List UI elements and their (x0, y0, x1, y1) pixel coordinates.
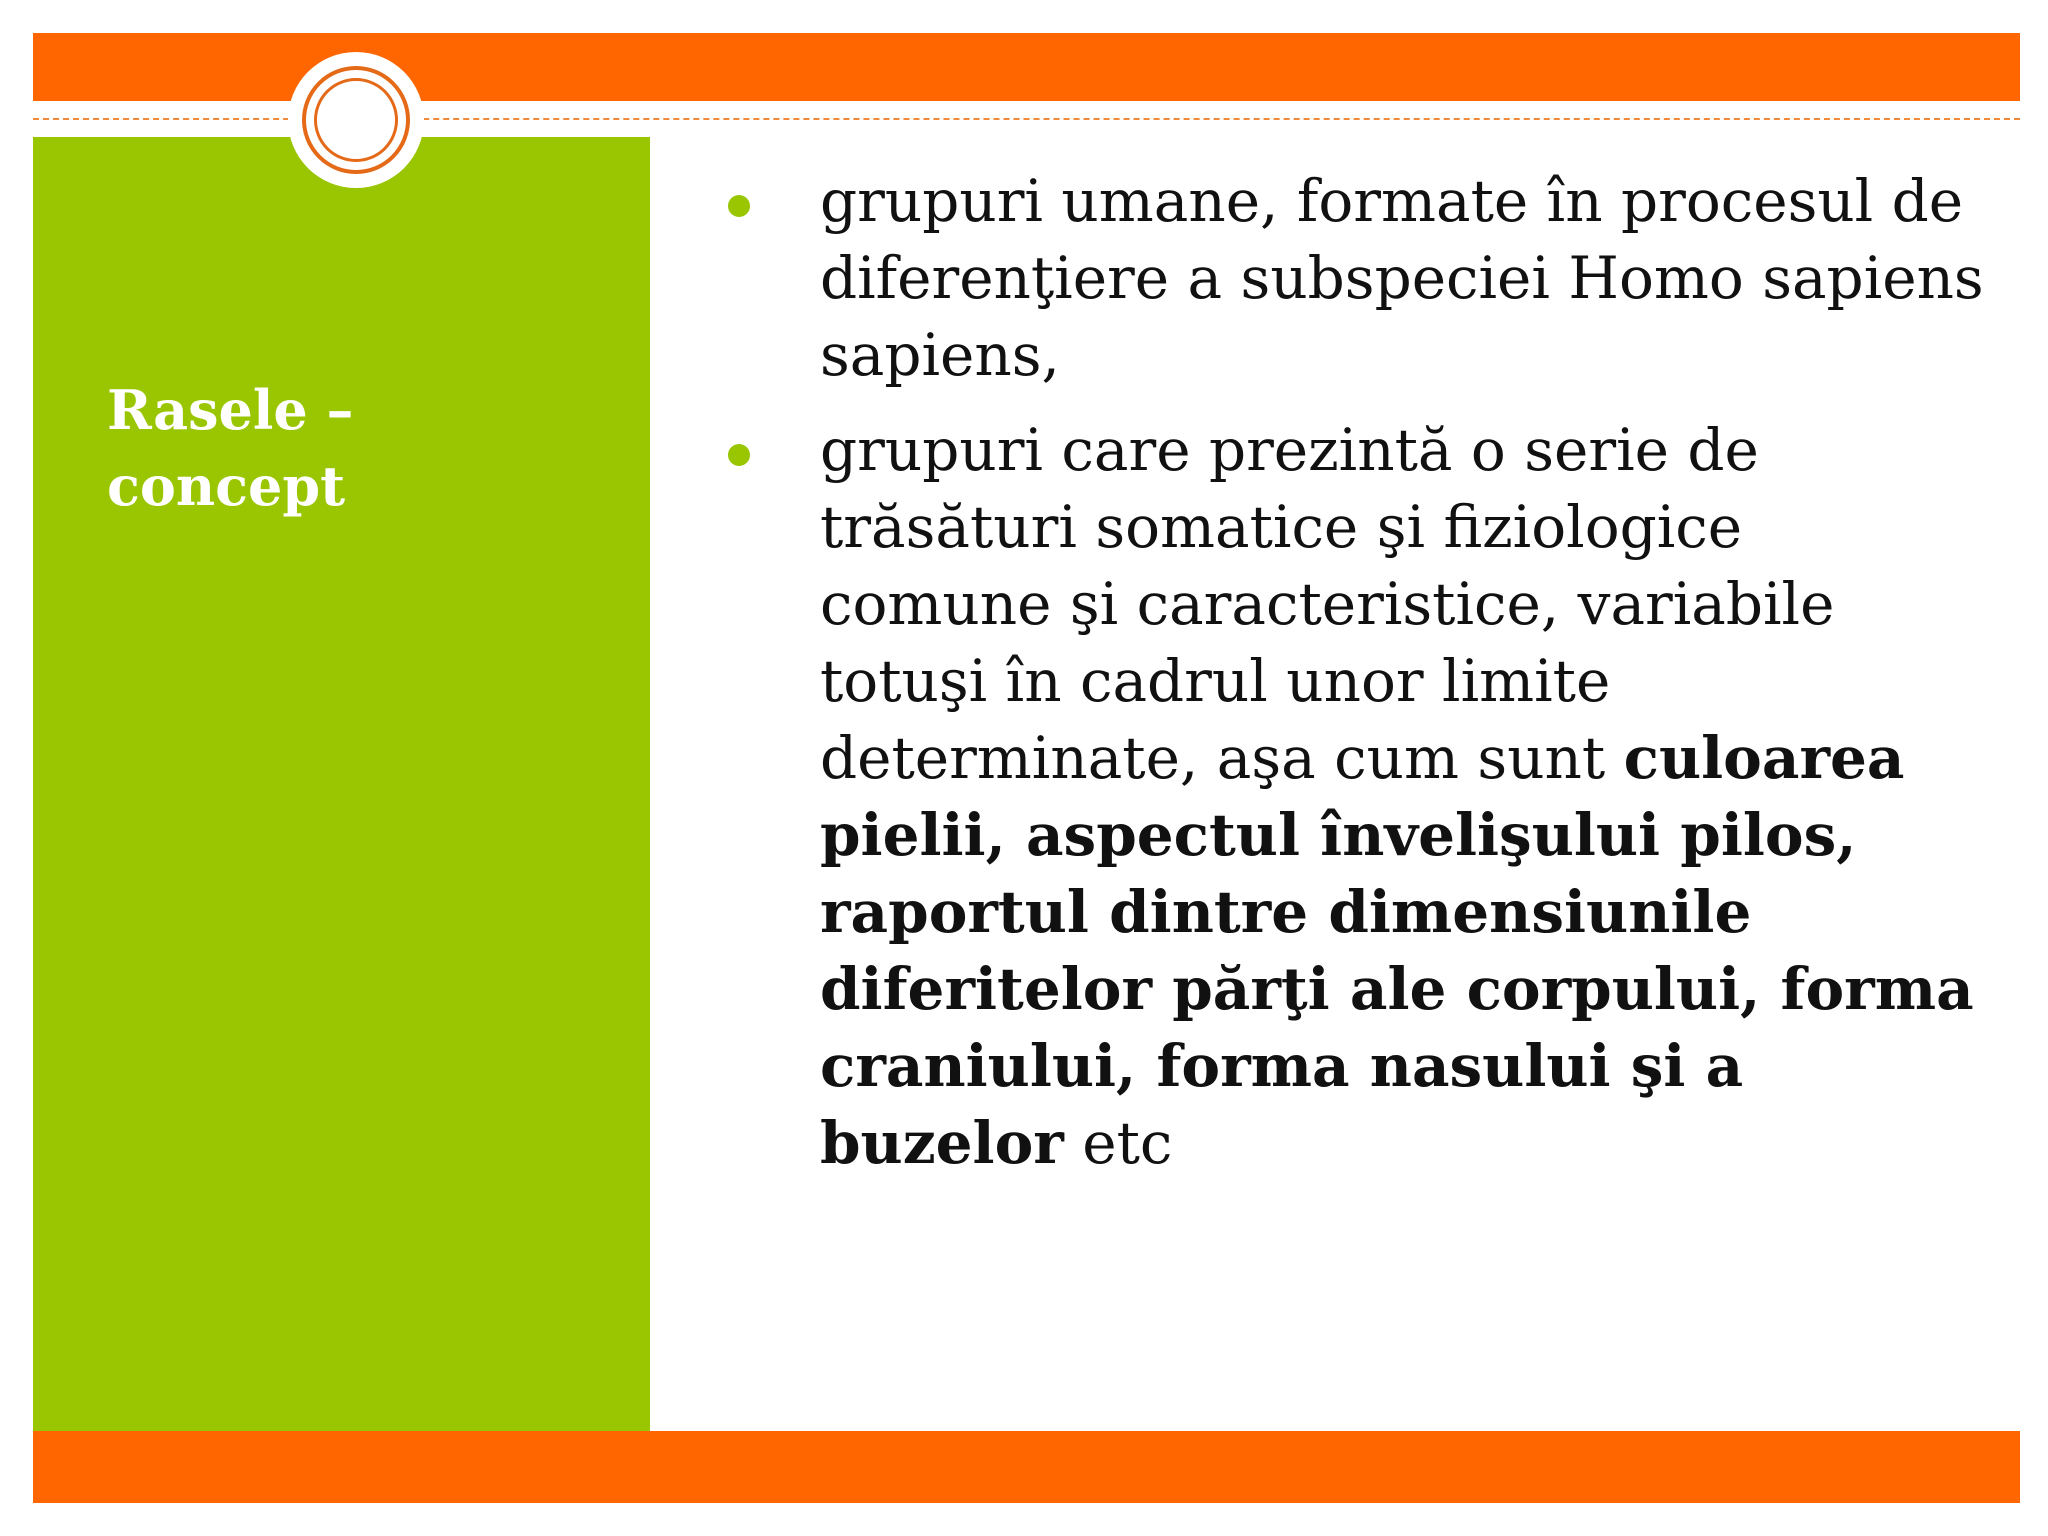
bottom-orange-bar (33, 1431, 2020, 1503)
title-panel (33, 137, 650, 1431)
bullet-text-tail: etc (1063, 1109, 1173, 1177)
bullet-item-1 (728, 163, 1988, 394)
bullet-text: grupuri umane, formate în procesul de diferenţiere a subspeciei Homo sapiens sapiens, (820, 167, 1984, 389)
bullet-item-2 (728, 412, 1988, 1182)
bullet-list (728, 163, 1988, 1200)
green-dot-icon (728, 195, 750, 217)
emblem-inner-ring (314, 78, 398, 162)
concentric-circles-icon (288, 52, 424, 188)
emblem-outer-ring (302, 66, 410, 174)
bullet-text-bold: culoarea pielii, aspectul învelişului pilos, raportul dintre dimensiunile diferitelor părţi ale corpului, forma craniului, forma nasului şi a buzelor (820, 724, 1974, 1177)
green-dot-icon (728, 444, 750, 466)
slide-title: Rasele – concept (107, 378, 354, 518)
bullet-text-regular: grupuri care prezintă o serie de trăsături somatice şi fiziologice comune şi caracteristice, variabile totuşi în cadrul unor limite determinate, aşa cum sunt (820, 416, 1835, 792)
slide (33, 33, 2020, 1503)
